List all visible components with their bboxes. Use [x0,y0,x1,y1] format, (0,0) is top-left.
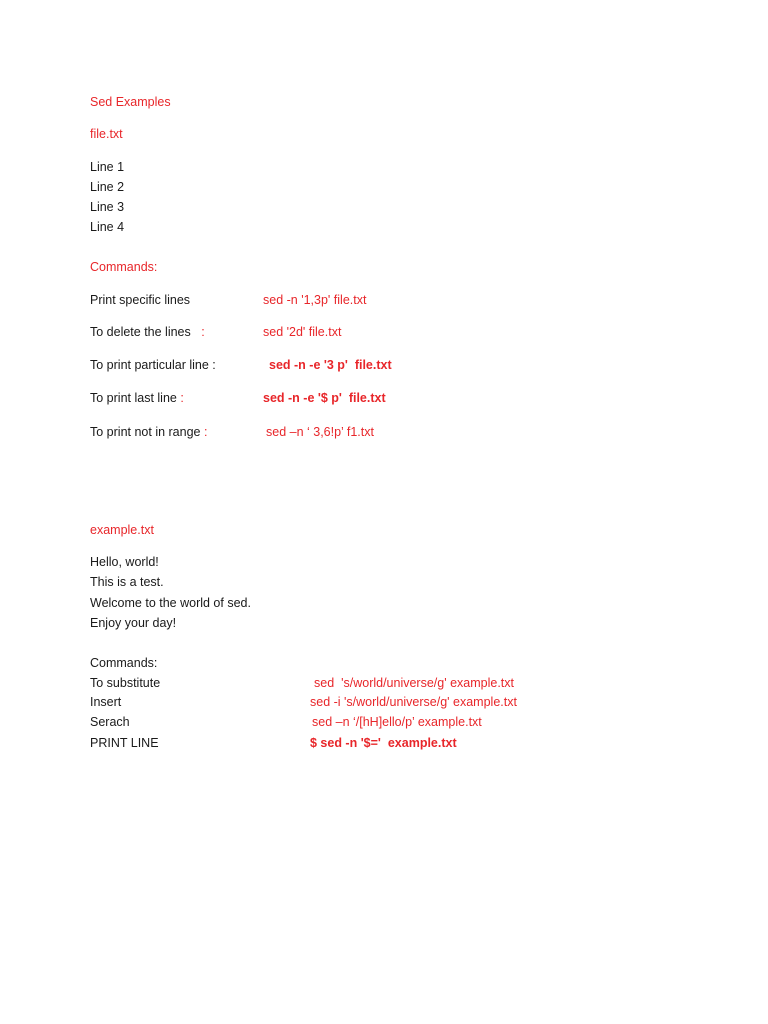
file-line: Welcome to the world of sed. [90,596,251,610]
command-text: sed '2d' file.txt [263,325,342,339]
command-text: sed -i 's/world/universe/g' example.txt [310,695,517,709]
command-text: sed -n -e '3 p' file.txt [269,358,392,372]
file-line: This is a test. [90,575,164,589]
command-text: sed -n '1,3p' file.txt [263,293,367,307]
command-text: sed 's/world/universe/g' example.txt [314,676,514,690]
file-line: Line 4 [90,220,125,234]
command-label: To print last line : [90,391,184,405]
commands-heading: Commands: [90,656,158,670]
command-label: To substitute [90,676,161,690]
file-line: Line 2 [90,180,125,194]
command-text: sed –n ‘ 3,6!p’ f1.txt [266,425,374,439]
section1-filename: file.txt [90,127,123,141]
file-line: Line 3 [90,200,125,214]
commands-heading: Commands: [90,260,158,274]
document-title: Sed Examples [90,95,171,109]
command-label: To print not in range : [90,425,208,439]
section2-filename: example.txt [90,523,154,537]
file-line: Enjoy your day! [90,616,177,630]
command-label: To print particular line : [90,358,216,372]
file-line: Hello, world! [90,555,159,569]
command-label: To delete the lines : [90,325,205,339]
command-label: Print specific lines [90,293,191,307]
command-label: Serach [90,715,130,729]
command-text: sed –n ‘/[hH]ello/p’ example.txt [312,715,482,729]
file-line: Line 1 [90,160,125,174]
command-text: sed -n -e '$ p' file.txt [263,391,386,405]
command-label: Insert [90,695,122,709]
command-label: PRINT LINE [90,736,159,750]
command-text: $ sed -n '$=' example.txt [310,736,457,750]
